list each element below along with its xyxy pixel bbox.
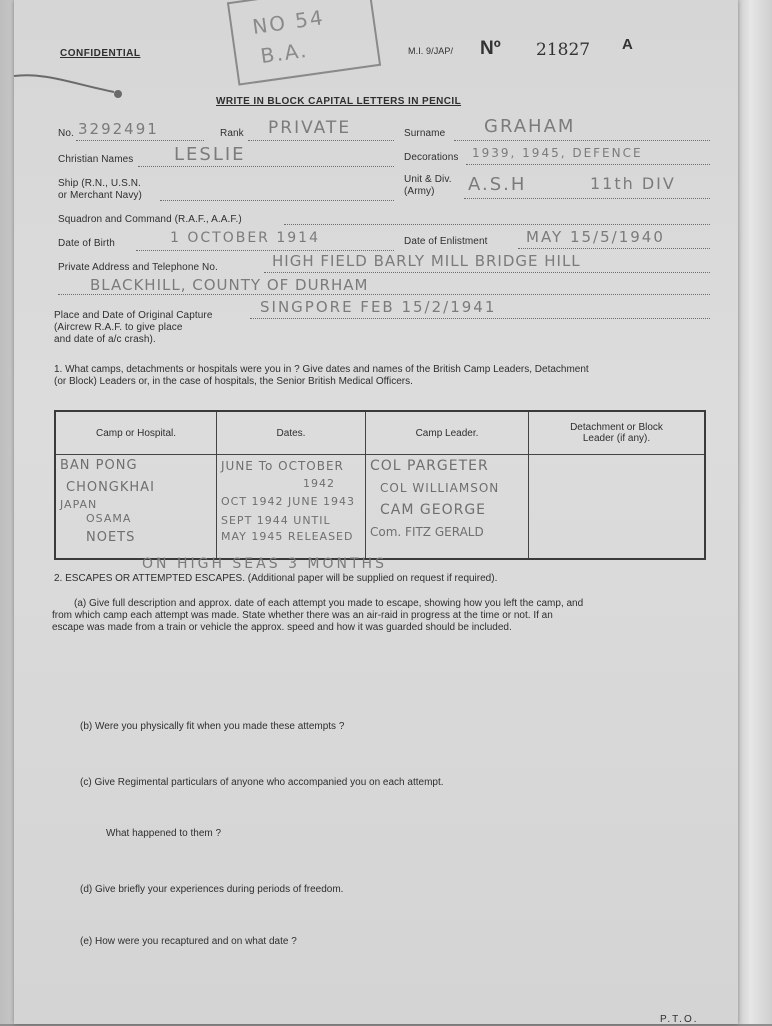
question-1 — [54, 364, 714, 388]
dates-column — [217, 455, 366, 560]
col-leader-header: Camp Leader. — [366, 411, 529, 455]
treasury-tag-string — [14, 62, 134, 102]
leader-entry: Com. FITZ GERALD — [370, 525, 484, 539]
date-entry: SEPT 1944 UNTIL — [221, 514, 331, 527]
camps-table — [54, 410, 706, 560]
number-label: No. — [58, 128, 74, 139]
capture-label-line1: Place and Date of Original Capture — [54, 310, 213, 321]
christian-names-value: LESLIE — [174, 144, 246, 165]
stamp-initials: B.A. — [259, 37, 310, 69]
camp-entry: CHONGKHAI — [66, 480, 155, 495]
camp-entry: NOETS — [86, 530, 136, 545]
form-instruction: WRITE IN BLOCK CAPITAL LETTERS IN PENCIL — [216, 96, 462, 107]
col-camp-header: Camp or Hospital. — [55, 411, 217, 455]
surname-label: Surname — [404, 128, 446, 139]
date-entry: MAY 1945 RELEASED — [221, 530, 354, 543]
address-label: Private Address and Telephone No. — [58, 262, 218, 273]
please-turn-over: P.T.O. — [660, 1014, 699, 1025]
address-line1: HIGH FIELD BARLY MILL BRIDGE HILL — [272, 252, 581, 270]
decorations-label: Decorations — [404, 152, 459, 163]
question-2c-followup: What happened to them ? — [106, 828, 222, 839]
rank-label: Rank — [220, 128, 244, 139]
question-2-title: 2. ESCAPES OR ATTEMPTED ESCAPES. (Additional paper will be supplied on request if required). — [54, 573, 498, 584]
date-entry: OCT 1942 JUNE 1943 — [221, 495, 356, 508]
form-reference: M.I. 9/JAP/ — [408, 46, 454, 56]
unit-label-line1: Unit & Div. — [404, 174, 452, 185]
question-2b: (b) Were you physically fit when you made these attempts ? — [80, 721, 345, 732]
question-2a — [52, 598, 718, 634]
binder-edge — [736, 0, 772, 1024]
classification-label: CONFIDENTIAL — [60, 48, 141, 59]
serial-suffix: A — [622, 36, 633, 53]
date-entry: 1942 — [303, 477, 335, 490]
question-2a-line2: from which camp each attempt was made. State whether there was an air-raid in progress at the time or not. If an — [52, 610, 553, 621]
col-dates-header: Dates. — [217, 411, 366, 455]
decorations-value: 1939, 1945, DEFENCE — [472, 146, 643, 160]
form-sheet — [14, 0, 738, 1024]
rank-value: PRIVATE — [268, 118, 352, 138]
question-2e: (e) How were you recaptured and on what date ? — [80, 936, 297, 947]
unit-label-line2: (Army) — [404, 186, 435, 197]
number-sign: Nº — [480, 38, 501, 59]
dob-value: 1 OCTOBER 1914 — [170, 230, 320, 246]
question-2a-line3: escape was made from a train or vehicle the approx. speed and how it was guarded should be included. — [52, 622, 512, 633]
stamp-number: NO 54 — [250, 5, 327, 39]
leader-entry: COL PARGETER — [370, 458, 489, 474]
camp-entry: JAPAN — [60, 498, 98, 511]
camp-entry: OSAMA — [86, 512, 132, 525]
question-2d: (d) Give briefly your experiences during periods of freedom. — [80, 884, 344, 895]
received-stamp — [227, 0, 381, 86]
squadron-label: Squadron and Command (R.A.F., A.A.F.) — [58, 214, 242, 225]
unit-value: A.S.H — [468, 174, 527, 195]
leaders-column — [366, 455, 529, 560]
capture-label-line2: (Aircrew R.A.F. to give place — [54, 322, 183, 333]
leader-entry: CAM GEORGE — [380, 502, 487, 518]
enlistment-label: Date of Enlistment — [404, 236, 488, 247]
surname-value: GRAHAM — [484, 116, 576, 137]
form-serial-number: 21827 — [536, 40, 591, 60]
question-2c: (c) Give Regimental particulars of anyone who accompanied you on each attempt. — [80, 777, 444, 788]
date-entry: JUNE To OCTOBER — [221, 459, 344, 473]
enlistment-value: MAY 15/5/1940 — [526, 228, 665, 246]
question-1-line1: 1. What camps, detachments or hospitals were you in ? Give dates and names of the British Camp Leaders, Detachment — [54, 364, 589, 375]
address-line2: BLACKHILL, COUNTY OF DURHAM — [90, 276, 369, 294]
division-value: 11th DIV — [590, 174, 676, 193]
ship-label-line2: or Merchant Navy) — [58, 190, 142, 201]
camps-overflow-note: ON HIGH SEAS 3 MONTHS — [142, 556, 387, 572]
question-2a-line1: (a) Give full description and approx. date of each attempt you made to escape, showing how you left the camp, and — [74, 598, 584, 609]
capture-value: SINGPORE FEB 15/2/1941 — [260, 298, 497, 316]
capture-label-line3: and date of a/c crash). — [54, 334, 156, 345]
camps-column — [55, 455, 217, 560]
detachment-column — [529, 455, 706, 560]
col-detachment-header: Detachment or Block Leader (if any). — [529, 411, 706, 455]
leader-entry: COL WILLIAMSON — [380, 481, 500, 495]
dob-label: Date of Birth — [58, 238, 115, 249]
christian-names-label: Christian Names — [58, 154, 134, 165]
camp-entry: BAN PONG — [60, 458, 138, 473]
question-1-line2: (or Block) Leaders or, in the case of hospitals, the Senior British Medical Officers. — [54, 376, 413, 387]
ship-label-line1: Ship (R.N., U.S.N. — [58, 178, 141, 189]
service-number-value: 3292491 — [78, 120, 159, 138]
